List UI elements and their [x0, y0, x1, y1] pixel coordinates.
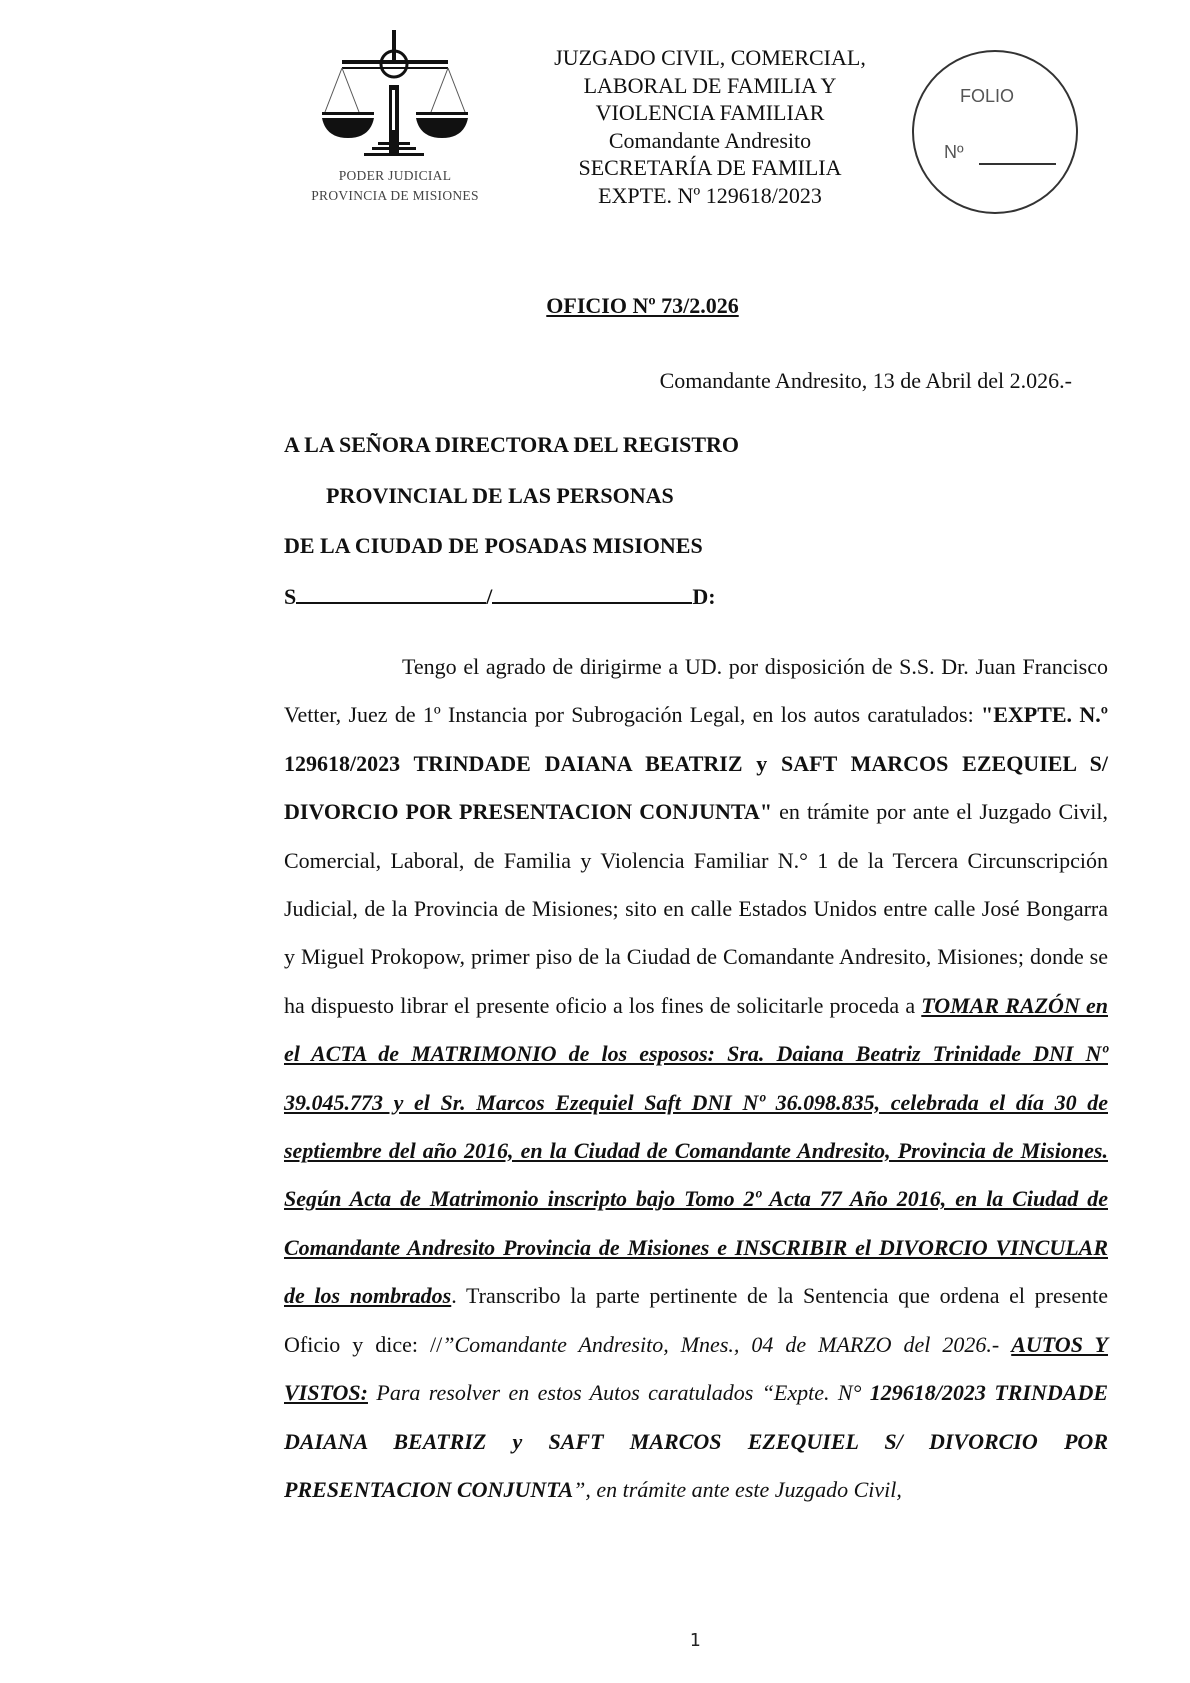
folio-label: FOLIO	[959, 86, 1014, 106]
folio-number-label: Nº	[944, 142, 964, 162]
case-caption: "EXPTE. N.º 129618/2023 TRINDADE DAIANA BEATRIZ y SAFT MARCOS EZEQUIEL S/ DIVORCIO POR PRESENTACION CONJUNTA"	[284, 702, 1108, 825]
folio-stamp	[912, 50, 1078, 214]
body-transcribe: . Transcribo la parte pertinente de la Sentencia que ordena el presente Oficio y dice: //	[284, 1283, 1108, 1357]
document-title: OFICIO Nº 73/2.026	[546, 293, 739, 318]
sd-end: D:	[692, 584, 716, 609]
court-header	[500, 44, 920, 209]
salutation-sd	[284, 584, 716, 610]
body-court-info: en trámite por ante el Juzgado Civil, Comercial, Laboral, de Familia y Violencia Familiar N.° 1 de la Tercera Circunscripción Judicial, de la Provincia de Misiones; sito en calle Estados Unidos entre calle José Bongarra y Miguel Prokopow, primer piso de la Ciudad de Comandante Andresito, Misiones; donde se ha dispuesto librar el presente oficio a los fines de solicitarle proceda a	[284, 799, 1108, 1018]
document-title-row	[0, 293, 1190, 319]
addressee-line-3: DE LA CIUDAD DE POSADAS MISIONES	[284, 533, 703, 558]
body-intro: Tengo el agrado de dirigirme a UD. por disposición de S.S. Dr. Juan Francisco Vetter, Juez de 1º Instancia por Subrogación Legal, en los autos caratulados:	[284, 654, 1108, 728]
court-line: VIOLENCIA FAMILIAR	[595, 100, 825, 125]
autos-case-caption: 129618/2023 TRINDADE DAIANA BEATRIZ y SAFT MARCOS EZEQUIEL S/ DIVORCIO POR PRESENTACION CONJUNTA	[284, 1380, 1109, 1502]
dateline: Comandante Andresito, 13 de Abril del 2.026.-	[659, 368, 1072, 393]
autos-tail: ”, en trámite ante este Juzgado Civil,	[573, 1476, 902, 1502]
logo-line-2: PROVINCIA DE MISIONES	[311, 188, 479, 203]
sd-slash: /	[486, 584, 493, 609]
court-line: EXPTE. Nº 129618/2023	[598, 182, 822, 208]
folio-number-blank	[979, 163, 1056, 165]
court-line: Comandante Andresito	[608, 127, 812, 153]
body-paragraph	[284, 643, 1108, 1514]
document-body	[284, 643, 1108, 1514]
logo-line-1: PODER JUDICIAL	[338, 168, 452, 183]
autos-text: Para resolver en estos Autos caratulados “Expte. N°	[367, 1380, 870, 1406]
court-line: LABORAL DE FAMILIA Y	[583, 72, 837, 98]
page-number: 1	[689, 1630, 701, 1651]
court-line: JUZGADO CIVIL, COMERCIAL,	[554, 45, 866, 70]
sd-start: S	[284, 584, 297, 609]
addressee-line-2: PROVINCIAL DE LAS PERSONAS	[326, 483, 674, 508]
scales-of-justice-icon	[322, 30, 468, 160]
autos-y-vistos-label: AUTOS Y VISTOS:	[284, 1331, 1108, 1406]
sd-blank-left	[296, 584, 486, 604]
court-line: SECRETARÍA DE FAMILIA	[578, 155, 842, 180]
sentence-quote-date: ”Comandante Andresito, Mnes., 04 de MARZO del 2026.-	[442, 1331, 1012, 1357]
addressee-line-1: A LA SEÑORA DIRECTORA DEL REGISTRO	[284, 432, 740, 457]
registration-request: TOMAR RAZÓN en el ACTA de MATRIMONIO de los esposos: Sra. Daiana Beatriz Trinidade DNI Nº 39.045.773 y el Sr. Marcos Ezequiel Saft DNI Nº 36.098.835, celebrada el día 30 de septiembre del año 2016, en la Ciudad de Comandante Andresito, Provincia de Misiones. Según Acta de Matrimonio inscripto bajo Tomo 2º Acta 77 Año 2016, en la Ciudad de Comandante Andresito Provincia de Misiones e INSCRIBIR el DIVORCIO VINCULAR de los nombrados	[284, 992, 1108, 1309]
sd-blank-right	[492, 584, 692, 604]
judiciary-logo	[300, 30, 490, 215]
